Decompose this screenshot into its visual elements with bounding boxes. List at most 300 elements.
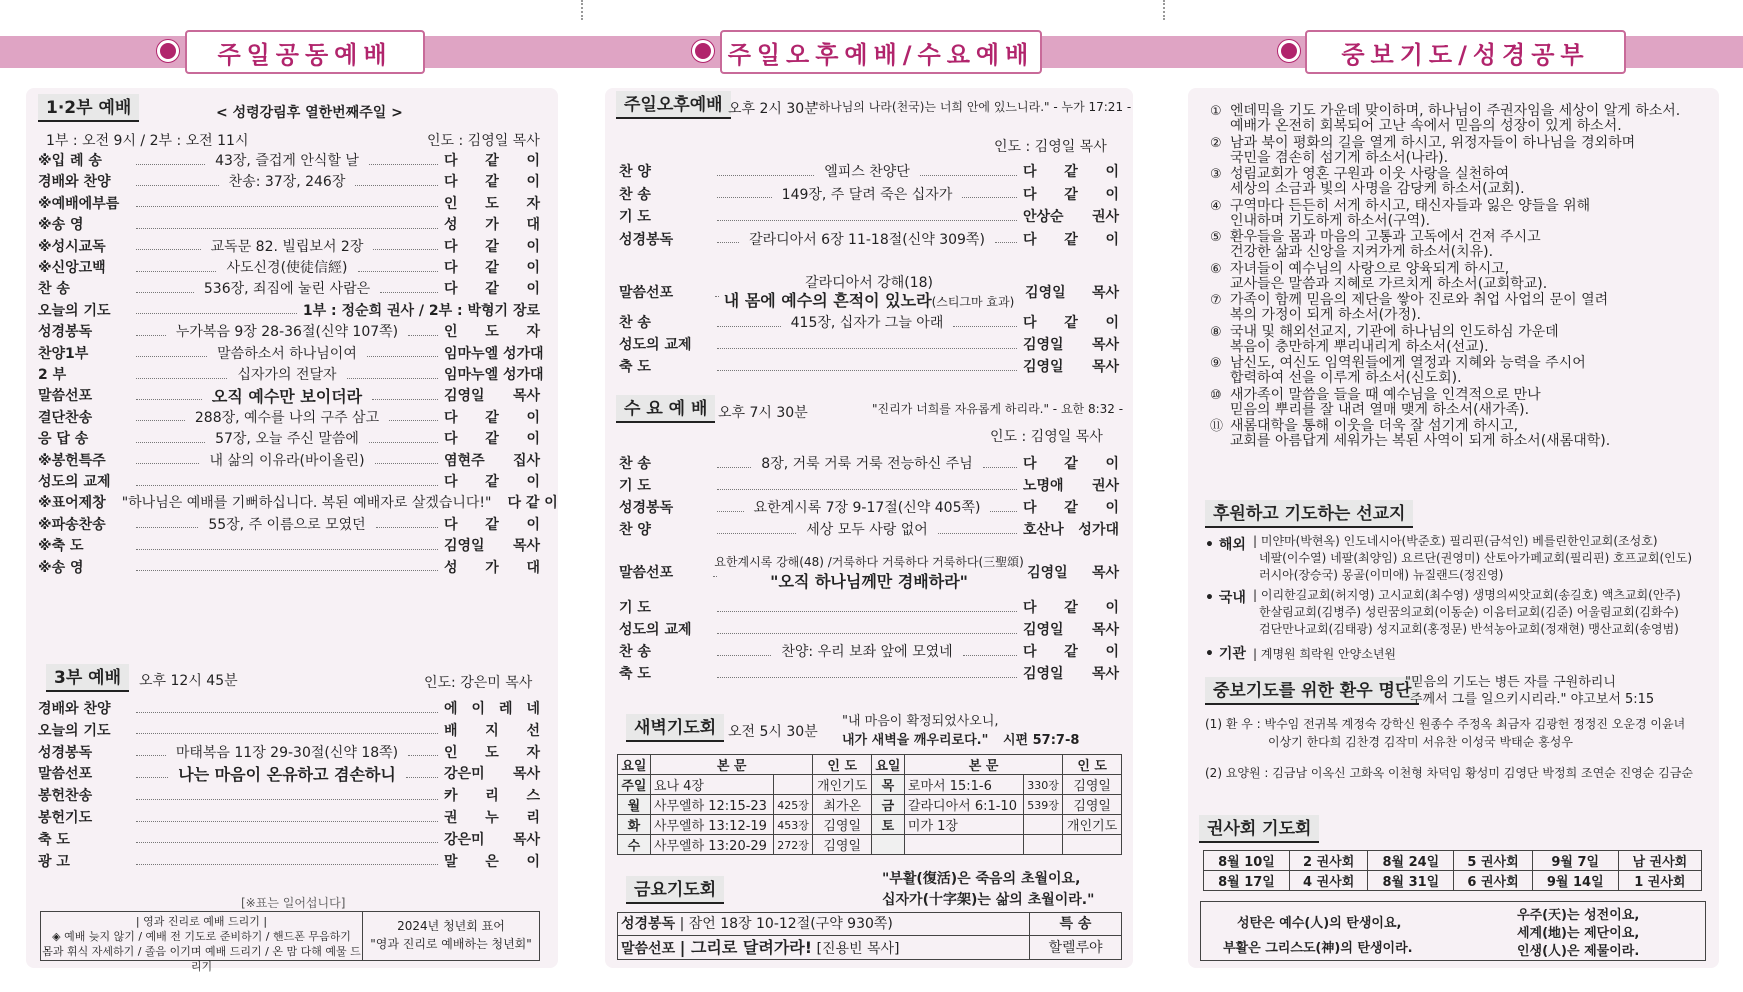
order-label: 경배와 찬양 — [38, 701, 111, 717]
order-person: 다 같 이 — [444, 153, 540, 169]
table-cell — [773, 775, 813, 795]
order-person: 다 같 이 — [1023, 644, 1119, 660]
prayer-line: 성림교회가 영혼 구원과 이웃 사랑을 실천하여 — [1230, 166, 1510, 182]
prayer-number: ⑦ — [1210, 293, 1222, 308]
prayer-line: 새가족이 말씀을 들을 때 예수님을 인격적으로 만나 — [1230, 386, 1541, 403]
order-content: 말씀하소서 하나님이여 — [217, 345, 357, 362]
order-content: 55장, 주 이름으로 모였던 — [208, 516, 366, 533]
prayer-line: 교회를 아름답게 세워가는 복된 사역이 되게 하소서(새롬대학). — [1230, 433, 1611, 449]
order-row — [38, 363, 544, 385]
mission-label: • 해외 — [1205, 537, 1246, 553]
prayer-number: ④ — [1210, 198, 1222, 214]
intercession-verse: "믿음의 기도는 병든 자를 구원하리니 — [1405, 675, 1616, 690]
order-row — [38, 449, 540, 471]
order-label: 찬 송 — [619, 186, 651, 203]
order-row — [619, 183, 1119, 205]
order-person: 다 같 이 — [1023, 456, 1120, 472]
order-person: 다 같 이 — [444, 238, 540, 255]
mission-line: 검단만나교회(김태광) 성지교회(홍정문) 반석농아교회(정재현) 맹산교회(송영범) — [1259, 622, 1679, 636]
council-cell: 8월 31일 — [1368, 871, 1454, 891]
order-content: 149장, 주 달려 죽은 십자가 — [781, 186, 953, 203]
motto-title: | 영과 진리로 예배 드리기 | — [135, 915, 268, 928]
order-content: 내 삶의 이유라(바이올린) — [209, 452, 365, 469]
table-cell: 453장 — [773, 815, 813, 835]
order-person: 강은미 목사 — [444, 766, 541, 783]
order-content: 십자가의 전달자 — [237, 367, 337, 383]
service-time: 오전 5시 30분 — [728, 724, 818, 740]
table-cell — [1023, 815, 1063, 835]
order-row — [619, 496, 1119, 518]
table-cell: 개인기도 — [1063, 815, 1122, 835]
order-content: 536장, 죄짐에 눌린 사람은 — [203, 281, 371, 298]
table-cell: 개인기도 — [813, 775, 872, 795]
order-row — [38, 170, 540, 192]
service-leader: 인도: 강은미 목사 — [424, 675, 533, 691]
order-row — [38, 697, 540, 719]
order-label: 경배와 찬양 — [38, 174, 111, 191]
order-content: 갈라디아서 6장 11-18절(신약 309쪽) — [749, 231, 985, 248]
prayer-line: 세상의 소금과 빛의 사명을 감당케 하소서(교회). — [1230, 181, 1525, 197]
order-label: 성도의 교제 — [619, 622, 692, 638]
table-cell: 금 — [872, 795, 905, 815]
fold-line — [1163, 0, 1165, 20]
order-content: "하나님은 예배를 기뻐하십니다. 복된 예배자로 살겠습니다!" — [121, 495, 492, 512]
dawn-verse: 내가 새벽을 깨우리로다." — [842, 733, 989, 748]
prayer-line: 남신도, 여신도 임역원들에게 열정과 지혜와 능력을 주시어 — [1230, 355, 1586, 371]
table-cell: 김영일 — [1063, 775, 1122, 795]
bullet-dot — [1278, 40, 1300, 62]
order-person: 김영일 목사 — [444, 388, 540, 405]
prayer-line: 국내 및 해외선교지, 기관에 하나님의 인도하심 가운데 — [1230, 323, 1559, 340]
council-cell: 8월 10일 — [1204, 851, 1290, 871]
order-content: 세상 모두 사랑 없어 — [806, 522, 928, 538]
order-person: 다 같 이 — [1023, 186, 1120, 203]
prayer-number: ⑤ — [1210, 230, 1222, 245]
order-person: 카 리 스 — [444, 788, 540, 805]
section-title: 후원하고 기도하는 선교지 — [1205, 500, 1413, 528]
order-person: 에 이 레 네 — [444, 701, 540, 717]
order-label: 성경봉독 — [38, 324, 93, 341]
prayer-number: ① — [1210, 104, 1222, 119]
order-row — [619, 518, 1119, 540]
order-content: 엘피스 찬양단 — [824, 164, 910, 180]
friday-box — [617, 912, 1122, 960]
order-content: 나는 마음이 온유하고 겸손하니 — [178, 764, 396, 784]
order-person: 다 같 이 — [1023, 600, 1119, 616]
section-title: 수 요 예 배 — [616, 395, 715, 423]
order-label: ※입 례 송 — [38, 153, 102, 169]
order-person: 임마누엘 성가대 — [444, 367, 544, 383]
order-row — [38, 320, 540, 342]
order-person: 다 같 이 — [444, 174, 541, 191]
order-label: ※파송찬송 — [38, 516, 106, 533]
motto-box — [40, 911, 540, 973]
order-person: 안상순 권사 — [1023, 209, 1119, 225]
order-content: 교독문 82. 빌립보서 2장 — [210, 238, 364, 255]
order-row — [38, 762, 540, 784]
order-content: 8장, 거룩 거룩 거룩 전능하신 주님 — [761, 456, 973, 472]
order-label: 봉헌기도 — [38, 810, 93, 826]
standing-note: [※표는 일어섭니다] — [241, 896, 346, 910]
order-label: 결단찬송 — [38, 409, 93, 426]
table-cell: 272장 — [773, 835, 813, 855]
sermon-title: 내 몸에 예수의 흔적이 있노라 — [723, 290, 932, 310]
prayer-line: 인내하며 기도하게 하소서(구역). — [1230, 212, 1431, 229]
youth-motto-title: 2024년 청년회 표어 — [397, 919, 505, 933]
order-row — [38, 406, 540, 428]
order-content: 사도신경(使徒信經) — [226, 260, 348, 276]
order-label: ※예배에부름 — [38, 195, 120, 212]
sermon-row — [619, 272, 1119, 312]
order-label: 말씀선포 — [38, 388, 93, 405]
council-cell: 4 권사회 — [1289, 871, 1367, 891]
order-content: 오직 예수만 보이더라 — [211, 386, 363, 406]
order-label: 찬 송 — [38, 281, 70, 298]
table-cell: 수 — [618, 835, 651, 855]
sermon-label: 말씀선포 — [619, 285, 674, 301]
order-label: 성경봉독 — [619, 231, 674, 248]
order-person: 인 도 자 — [444, 195, 540, 212]
section-title: 금요기도회 — [626, 876, 724, 904]
order-person: 성 가 대 — [444, 559, 540, 576]
council-cell: 남 권사회 — [1618, 851, 1701, 871]
order-person: 강은미 목사 — [444, 831, 540, 848]
sermon-label: 말씀선포 — [619, 565, 674, 581]
header-right: 중보기도/성경공부 — [1305, 30, 1626, 74]
order-person: 다 같 이 — [444, 474, 540, 490]
order-row — [38, 384, 540, 406]
prayer-line: 복음이 충만하게 뿌리내리게 하소서(선교). — [1230, 338, 1489, 355]
quote-line: 성탄은 예수(人)의 탄생이요, — [1237, 916, 1402, 931]
section-title: 중보기도를 위한 환우 명단 — [1205, 677, 1419, 705]
order-label: 말씀선포 — [38, 766, 93, 783]
service-theme: < 성령강림후 열한번째주일 > — [216, 105, 403, 121]
friday-text: | 잠언 18장 10-12절(구약 930쪽) — [679, 916, 893, 932]
order-row — [619, 160, 1119, 182]
order-content: 찬송: 37장, 246장 — [228, 174, 346, 191]
order-row — [619, 640, 1119, 662]
table-cell: 김영일 — [813, 835, 872, 855]
prayer-line: 환우들을 몸과 마음의 고통과 고독에서 건져 주시고 — [1230, 229, 1541, 245]
order-person: 김영일 목사 — [1023, 359, 1119, 375]
order-person: 인 도 자 — [444, 324, 540, 341]
order-person: 호산나 성가대 — [1023, 522, 1120, 538]
table-cell: 주일 — [618, 775, 651, 795]
order-label: 축 도 — [38, 831, 70, 848]
order-label: 찬 송 — [619, 315, 651, 331]
prayer-line: 교사들은 말씀과 지혜로 가르치게 하소서(교회학교). — [1230, 275, 1548, 292]
order-content: 43장, 즐겁게 안식할 날 — [215, 153, 359, 169]
order-label: 축 도 — [619, 359, 651, 375]
order-label: ※송 영 — [38, 217, 84, 234]
order-label: 찬 송 — [619, 644, 651, 660]
prayer-line: 가족이 함께 믿음의 제단을 쌓아 진로와 취업 사업의 문이 열려 — [1230, 292, 1609, 308]
section-title: 3부 예배 — [46, 664, 129, 692]
order-row — [38, 427, 540, 449]
table-cell: 목 — [872, 775, 905, 795]
council-cell: 8월 24일 — [1368, 851, 1454, 871]
prayer-number: ③ — [1210, 167, 1222, 182]
mission-line: 네팔(이수열) 네팔(최양임) 요르단(권영미) 산토아가페교회(필리핀) 호프교회(인도) — [1259, 551, 1693, 565]
quote-box — [1200, 901, 1706, 961]
table-cell: 김영일 — [1063, 795, 1122, 815]
youth-motto: "영과 진리로 예배하는 청년회" — [370, 937, 532, 951]
dawn-ref: 시편 57:7-8 — [1003, 733, 1080, 748]
order-label: 찬 송 — [619, 456, 651, 472]
order-content: 415장, 십자가 그늘 아래 — [790, 315, 944, 331]
order-row — [38, 213, 540, 235]
order-person: 권 누 리 — [444, 810, 540, 826]
sermon-preacher: 김영일 목사 — [1025, 285, 1119, 301]
order-row — [38, 784, 540, 806]
prayer-number: ⑥ — [1210, 261, 1222, 277]
prayer-line: 자녀들이 예수님의 사랑으로 양육되게 하시고, — [1230, 260, 1510, 277]
prayer-number: ⑨ — [1210, 356, 1222, 371]
mission-line: | 미얀마(박현옥) 인도네시아(박준호) 필리핀(금석인) 베를린한인교회(조성호) — [1253, 534, 1658, 548]
order-label: 성도의 교제 — [619, 337, 692, 353]
service-time: 1부 : 오전 9시 / 2부 : 오전 11시 — [46, 133, 249, 149]
order-label: 축 도 — [619, 666, 651, 682]
header-middle: 주일오후예배/수요예배 — [720, 30, 1042, 74]
order-person: 다 같 이 — [507, 495, 558, 512]
order-person: 1부 : 정순희 권사 / 2부 : 박형기 장로 — [302, 302, 540, 319]
sermon-ref: 요한계시록 강해(48) /거룩하다 거룩하다 거룩하다(三聖頌) — [714, 555, 1024, 569]
friday-preacher: [진용빈 목사] — [816, 941, 900, 957]
order-label: 기 도 — [619, 600, 651, 616]
order-row — [619, 205, 1119, 227]
table-cell: 사무엘하 13:20-29 — [650, 835, 773, 855]
order-person: 다 같 이 — [444, 431, 540, 448]
prayer-number: ⑩ — [1210, 387, 1222, 403]
council-cell: 5 권사회 — [1454, 851, 1532, 871]
order-person: 다 같 이 — [444, 409, 540, 426]
sermon-subtitle: (스티그마 효과) — [931, 294, 1015, 309]
order-label: ※봉헌특주 — [38, 452, 106, 469]
order-person: 노명애 권사 — [1023, 478, 1119, 494]
mission-domestic — [1253, 587, 1681, 638]
patient-list: (1) 환 우 : 박수임 전귀복 계정숙 강학신 원종수 주정옥 최금자 김광헌 정정진 오운경 이윤녀 — [1205, 717, 1686, 731]
order-person: 말 은 이 — [444, 853, 540, 870]
mission-abroad — [1253, 533, 1692, 584]
table-cell — [872, 835, 905, 855]
patient-list: 이상기 한다희 김찬경 김작미 서유찬 이성국 박태순 홍성우 — [1268, 735, 1573, 749]
order-row — [619, 311, 1119, 333]
order-row — [619, 474, 1119, 496]
quote-line: 인생(人)은 제물이라. — [1517, 944, 1640, 959]
order-label: 성경봉독 — [619, 500, 674, 516]
table-cell: 토 — [872, 815, 905, 835]
table-cell: 425장 — [773, 795, 813, 815]
order-person: 임마누엘 성가대 — [444, 345, 544, 362]
order-label: ※표어제창 — [38, 495, 106, 512]
order-label: 찬양1부 — [38, 345, 89, 362]
order-person: 다 같 이 — [444, 516, 540, 533]
mission-label: • 기관 — [1205, 646, 1246, 662]
intercession-verse: 주께서 그를 일으키시리라." 야고보서 5:15 — [1410, 692, 1655, 707]
council-cell: 1 권사회 — [1618, 871, 1701, 891]
friday-label: 말씀선포 — [621, 941, 676, 957]
council-cell: 2 권사회 — [1289, 851, 1367, 871]
mission-line: 한살림교회(김병주) 성린꿈의교회(이동순) 이음터교회(김준) 어울림교회(김화수) — [1259, 605, 1679, 619]
council-cell: 9월 14일 — [1532, 871, 1618, 891]
order-row — [38, 806, 540, 828]
table-cell: 갈라디아서 6:1-10 — [904, 795, 1023, 815]
prayer-number: ② — [1210, 135, 1222, 151]
order-row — [619, 452, 1119, 474]
order-content: 57장, 오늘 주신 말씀에 — [215, 431, 359, 448]
order-row — [38, 719, 540, 741]
nursing-home-list: (2) 요양원 : 김금남 이옥신 고화옥 이천형 차덕임 황성미 김영단 박정희 조연순 진영순 김금순 — [1205, 766, 1693, 780]
table-cell: 사무엘하 12:15-23 — [650, 795, 773, 815]
section-title: 주일오후예배 — [616, 91, 731, 119]
order-label: 오늘의 기도 — [38, 302, 111, 319]
friday-verse: "부활(復活)은 죽음의 초월이요, — [882, 871, 1081, 887]
special-song-label: 특 송 — [1030, 913, 1121, 936]
order-label: 성도의 교제 — [38, 474, 111, 490]
order-row — [619, 662, 1119, 684]
order-person: 인 도 자 — [444, 744, 540, 761]
order-person: 성 가 대 — [444, 217, 540, 234]
prayer-line: 건강한 삶과 신앙을 지켜가게 하소서(치유). — [1230, 244, 1494, 260]
order-row — [619, 355, 1119, 377]
mission-institutions: | 계명원 희락원 안양소년원 — [1253, 647, 1396, 661]
council-cell: 9월 7일 — [1532, 851, 1618, 871]
fold-line — [581, 0, 583, 20]
order-label: ※송 영 — [38, 559, 84, 576]
order-person: 김영일 목사 — [444, 538, 540, 555]
table-header: 본 문 — [650, 755, 813, 775]
order-label: 오늘의 기도 — [38, 722, 111, 739]
prayer-line: 국민을 겸손히 섬기게 하소서(나라). — [1230, 149, 1449, 166]
order-row — [619, 228, 1119, 250]
order-row — [38, 299, 540, 321]
table-cell — [1023, 835, 1063, 855]
order-label: 봉헌찬송 — [38, 788, 93, 805]
dawn-schedule-table — [617, 754, 1122, 855]
service-leader: 인도 : 김영일 목사 — [990, 429, 1103, 445]
order-row — [619, 618, 1119, 640]
order-row — [38, 850, 540, 872]
council-table — [1203, 850, 1702, 891]
service-time: 오후 7시 30분 — [718, 405, 808, 421]
order-person: 다 같 이 — [444, 281, 540, 298]
council-cell: 6 권사회 — [1454, 871, 1532, 891]
order-row — [38, 556, 540, 578]
order-label: ※신앙고백 — [38, 260, 106, 276]
prayer-line: 예배가 온전히 회복되어 고난 속에서 믿음의 성장이 있게 하소서. — [1230, 118, 1622, 134]
order-row — [619, 333, 1119, 355]
section-title: 새벽기도회 — [626, 714, 724, 742]
order-label: 성경봉독 — [38, 744, 93, 761]
quote-line: 우주(天)는 성전이요, — [1517, 908, 1640, 923]
motto-line: ◈ 예배 늦지 않기 / 예배 전 기도로 준비하기 / 핸드폰 무음하기 — [52, 930, 351, 943]
prayer-number: ⑧ — [1210, 324, 1222, 340]
order-row — [38, 256, 540, 278]
order-label: ※성시교독 — [38, 238, 106, 255]
order-content: 288장, 예수를 나의 구주 삼고 — [194, 409, 380, 426]
sermon-title: "오직 하나님께만 경배하라" — [770, 572, 968, 591]
service-leader: 인도 : 김영일 목사 — [994, 139, 1107, 155]
prayer-line: 믿음의 뿌리를 잘 내려 열매 맺게 하소서(새가족). — [1230, 401, 1530, 418]
mission-label: • 국내 — [1205, 590, 1246, 606]
table-cell: 330장 — [1023, 775, 1063, 795]
special-song: 할렐루야 — [1048, 940, 1103, 956]
friday-label: 성경봉독 — [621, 916, 676, 932]
prayer-line: 엔데믹을 기도 가운데 맞이하며, 하나님이 주권자임을 세상이 알게 하소서. — [1230, 103, 1681, 119]
table-cell: 화 — [618, 815, 651, 835]
quote-line: 세계(地)는 제단이요, — [1517, 926, 1640, 941]
order-row — [38, 235, 540, 257]
order-person: 다 같 이 — [1023, 315, 1119, 331]
order-person: 김영일 목사 — [1023, 666, 1119, 682]
table-cell: 사무엘하 13:12-19 — [650, 815, 773, 835]
friday-sermon: | 그리로 달려가라! — [679, 938, 813, 957]
order-row — [38, 491, 558, 513]
order-person: 김영일 목사 — [1023, 622, 1119, 638]
table-cell: 미가 1장 — [904, 815, 1023, 835]
service-time: 오후 2시 30분 — [728, 101, 818, 117]
order-person: 김영일 목사 — [1023, 337, 1119, 353]
table-header: 본 문 — [904, 755, 1062, 775]
order-person: 다 같 이 — [444, 260, 540, 276]
service-verse: "진리가 너희를 자유롭게 하리라." - 요한 8:32 - — [872, 402, 1124, 416]
bullet-dot — [157, 40, 179, 62]
prayer-line: 남과 북이 평화의 길을 열게 하시고, 위정자들이 하나님을 경외하며 — [1230, 134, 1636, 151]
section-title: 권사회 기도회 — [1199, 815, 1319, 843]
order-content: 요한계시록 7장 9-17절(신약 405쪽) — [753, 500, 981, 516]
order-row — [38, 470, 540, 492]
quote-line: 부활은 그리스도(神)의 탄생이라. — [1223, 941, 1413, 956]
order-content: 마태복음 11장 29-30절(신약 18쪽) — [175, 744, 399, 761]
friday-verse: 십자가(十字架)는 삶의 초월이라." — [882, 892, 1095, 908]
sermon-row — [619, 551, 1119, 593]
order-row — [38, 277, 540, 299]
order-row — [619, 596, 1119, 618]
table-header: 요일 — [618, 755, 651, 775]
dawn-verse: "내 마음이 확정되었사오니, — [842, 714, 999, 729]
sermon-preacher: 김영일 목사 — [1027, 565, 1119, 581]
service-time: 오후 12시 45분 — [139, 673, 238, 689]
table-cell: 로마서 15:1-6 — [904, 775, 1023, 795]
order-content: 누가복음 9장 28-36절(신약 107쪽) — [175, 324, 399, 341]
prayer-line: 구역마다 든든히 서게 하시고, 태신자들과 잃은 양들을 위해 — [1230, 197, 1591, 214]
table-header: 인 도 — [813, 755, 872, 775]
mission-line: 러시아(장승국) 몽골(이미애) 뉴질랜드(정진영) — [1259, 568, 1504, 582]
table-header: 요일 — [872, 755, 905, 775]
order-person: 배 지 선 — [444, 722, 540, 739]
table-cell — [904, 835, 1023, 855]
order-row — [38, 534, 540, 556]
order-person: 다 같 이 — [1023, 500, 1120, 516]
table-cell: 김영일 — [813, 815, 872, 835]
table-cell: 539장 — [1023, 795, 1063, 815]
prayer-line: 복의 가정이 되게 하소서(가정). — [1230, 307, 1422, 323]
bullet-dot — [692, 40, 714, 62]
order-label: 2 부 — [38, 367, 67, 383]
order-row — [38, 192, 540, 214]
order-row — [38, 828, 540, 850]
service-verse: "하나님의 나라(천국)는 너희 안에 있느니라." - 누가 17:21 - — [813, 100, 1132, 114]
order-label: 응 답 송 — [38, 431, 89, 448]
order-label: 찬 양 — [619, 522, 651, 538]
order-person: 다 같 이 — [1023, 164, 1120, 180]
order-label: 기 도 — [619, 209, 651, 225]
order-label: ※축 도 — [38, 538, 84, 555]
motto-line: 몸과 휘식 자세하기 / 졸음 이기며 예배 드리기 / 온 맘 다해 예물 드리기 — [42, 945, 361, 973]
sermon-ref: 갈라디아서 강해(18) — [805, 274, 933, 291]
council-cell: 8월 17일 — [1204, 871, 1290, 891]
order-label: 찬 양 — [619, 164, 651, 180]
